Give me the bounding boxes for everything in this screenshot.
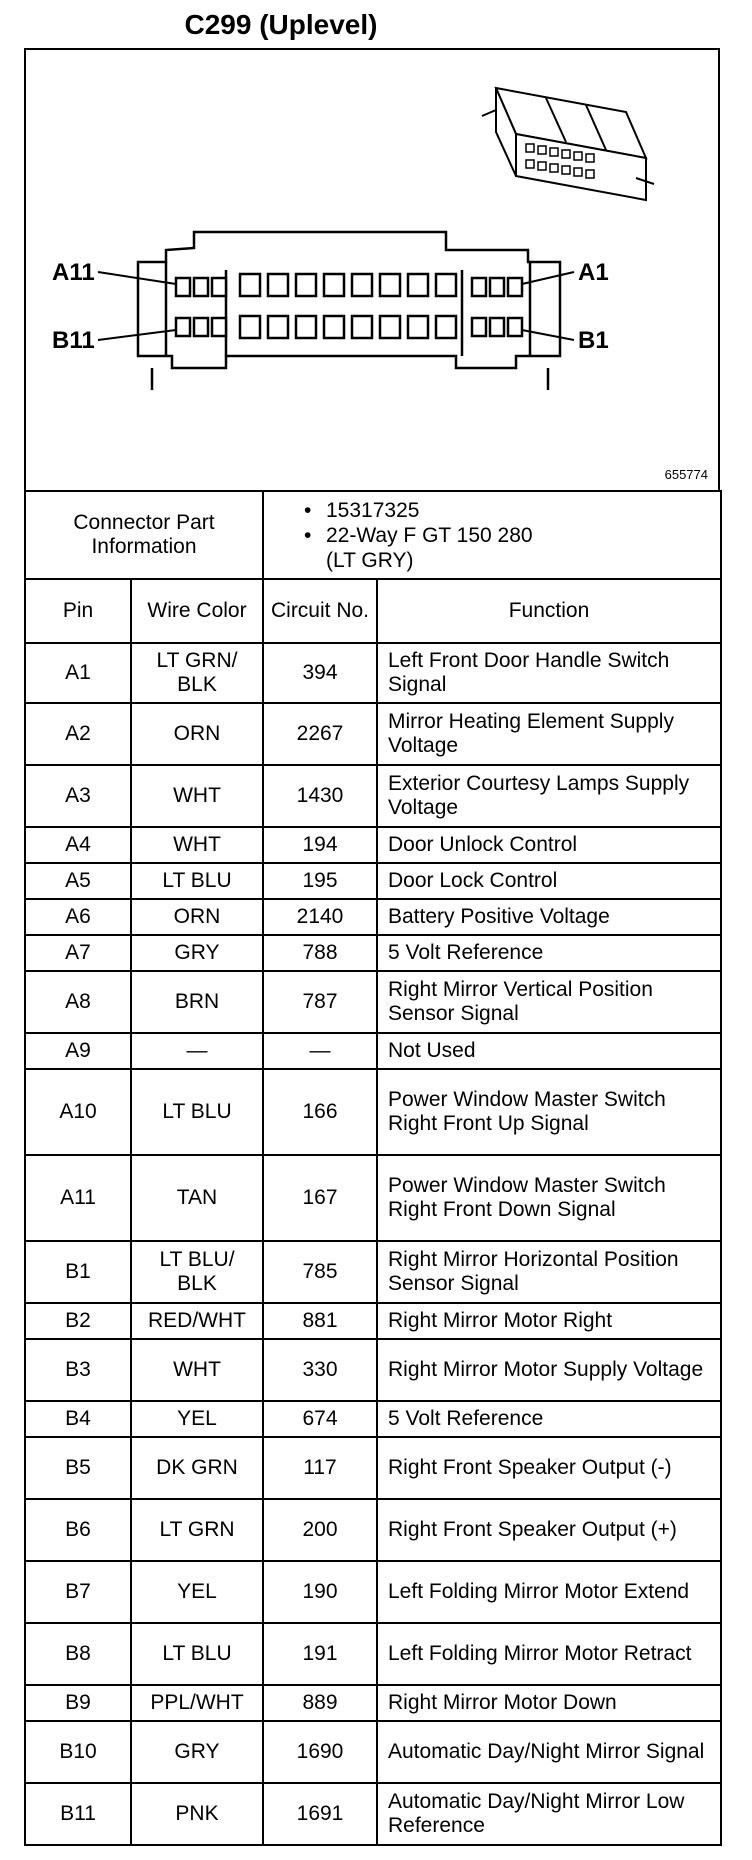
cell-circuit-no: 1430 [263, 765, 377, 827]
cell-circuit-no: 200 [263, 1499, 377, 1561]
table-row [25, 1437, 721, 1499]
cell-function: Right Mirror Motor Right [377, 1303, 721, 1339]
table-row [25, 1561, 721, 1623]
cell-function: Right Mirror Motor Down [377, 1685, 721, 1721]
table-row [25, 863, 721, 899]
table-row [25, 1401, 721, 1437]
col-header-wire-color: Wire Color [131, 579, 263, 643]
cell-pin: A10 [25, 1069, 131, 1155]
cell-wire-color: WHT [131, 765, 263, 827]
header-row [25, 579, 721, 643]
cell-wire-color: LT GRN/ BLK [131, 643, 263, 703]
cell-function: Right Front Speaker Output (-) [377, 1437, 721, 1499]
table-row [25, 827, 721, 863]
table-row [25, 1783, 721, 1845]
part-color: (LT GRY) [326, 548, 414, 572]
cell-function: Right Mirror Horizontal Position Sensor Signal [377, 1241, 721, 1303]
cell-pin: B8 [25, 1623, 131, 1685]
cell-function: Right Front Speaker Output (+) [377, 1499, 721, 1561]
cell-wire-color: YEL [131, 1561, 263, 1623]
cell-wire-color: LT BLU [131, 1069, 263, 1155]
table-row [25, 1721, 721, 1783]
cell-pin: B1 [25, 1241, 131, 1303]
table-row [25, 1155, 721, 1241]
cell-function: Battery Positive Voltage [377, 899, 721, 935]
cell-circuit-no: 394 [263, 643, 377, 703]
cell-pin: A3 [25, 765, 131, 827]
table-row [25, 1069, 721, 1155]
diagram-code: 655774 [664, 467, 708, 482]
page-title: C299 (Uplevel) [184, 9, 378, 40]
cell-function: Power Window Master Switch Right Front Down Signal [377, 1155, 721, 1241]
cell-pin: B4 [25, 1401, 131, 1437]
cell-circuit-no: 674 [263, 1401, 377, 1437]
cell-circuit-no: 787 [263, 971, 377, 1033]
connector-drawing [26, 50, 722, 492]
cell-pin: A5 [25, 863, 131, 899]
part-number: 15317325 [326, 498, 420, 522]
cell-wire-color: LT GRN [131, 1499, 263, 1561]
cell-circuit-no: 166 [263, 1069, 377, 1155]
cell-function: 5 Volt Reference [377, 935, 721, 971]
table-row [25, 1241, 721, 1303]
col-header-circuit-no: Circuit No. [263, 579, 377, 643]
cell-pin: B6 [25, 1499, 131, 1561]
pin-cavities [176, 274, 522, 338]
cell-circuit-no: 1690 [263, 1721, 377, 1783]
cell-wire-color: WHT [131, 827, 263, 863]
cell-function: Automatic Day/Night Mirror Signal [377, 1721, 721, 1783]
cell-wire-color: PPL/WHT [131, 1685, 263, 1721]
col-header-pin: Pin [25, 579, 131, 643]
cell-wire-color: GRY [131, 935, 263, 971]
cell-circuit-no: 889 [263, 1685, 377, 1721]
cell-function: Left Front Door Handle Switch Signal [377, 643, 721, 703]
cell-wire-color: GRY [131, 1721, 263, 1783]
cell-wire-color: — [131, 1033, 263, 1069]
cell-wire-color: TAN [131, 1155, 263, 1241]
label-a11: A11 [52, 259, 95, 286]
cell-pin: A8 [25, 971, 131, 1033]
label-a1: A1 [578, 259, 609, 286]
cell-pin: B3 [25, 1339, 131, 1401]
table-row [25, 1033, 721, 1069]
cell-pin: B2 [25, 1303, 131, 1339]
cell-wire-color: DK GRN [131, 1437, 263, 1499]
cell-pin: A6 [25, 899, 131, 935]
pin-rows [25, 643, 721, 1845]
cell-circuit-no: 2267 [263, 703, 377, 765]
cell-circuit-no: 117 [263, 1437, 377, 1499]
cell-wire-color: RED/WHT [131, 1303, 263, 1339]
cell-function: Left Folding Mirror Motor Extend [377, 1561, 721, 1623]
cell-pin: A7 [25, 935, 131, 971]
cell-circuit-no: — [263, 1033, 377, 1069]
cell-circuit-no: 2140 [263, 899, 377, 935]
cell-pin: A11 [25, 1155, 131, 1241]
cell-wire-color: PNK [131, 1783, 263, 1845]
cell-wire-color: BRN [131, 971, 263, 1033]
connector-face [138, 232, 560, 390]
cell-function: Right Mirror Motor Supply Voltage [377, 1339, 721, 1401]
connector-part-info: • 15317325 • 22-Way F GT 150 280 (LT GRY) [263, 491, 721, 579]
table-row [25, 765, 721, 827]
cell-function: Not Used [377, 1033, 721, 1069]
cell-pin: B7 [25, 1561, 131, 1623]
cell-function: Automatic Day/Night Mirror Low Reference [377, 1783, 721, 1845]
cell-function: 5 Volt Reference [377, 1401, 721, 1437]
cell-circuit-no: 785 [263, 1241, 377, 1303]
cell-function: Mirror Heating Element Supply Voltage [377, 703, 721, 765]
cell-circuit-no: 195 [263, 863, 377, 899]
connector-diagram [24, 48, 720, 490]
cell-function: Power Window Master Switch Right Front Up Signal [377, 1069, 721, 1155]
label-b1: B1 [578, 327, 609, 354]
cell-pin: B5 [25, 1437, 131, 1499]
cell-wire-color: ORN [131, 899, 263, 935]
cell-wire-color: LT BLU [131, 863, 263, 899]
cell-wire-color: LT BLU [131, 1623, 263, 1685]
cell-function: Exterior Courtesy Lamps Supply Voltage [377, 765, 721, 827]
table-row [25, 703, 721, 765]
cell-pin: B9 [25, 1685, 131, 1721]
label-b11: B11 [52, 327, 95, 354]
table-row [25, 1685, 721, 1721]
cell-wire-color: ORN [131, 703, 263, 765]
table-row [25, 1339, 721, 1401]
cell-function: Door Unlock Control [377, 827, 721, 863]
table-row [25, 899, 721, 935]
table-row [25, 1499, 721, 1561]
table-row [25, 935, 721, 971]
table-row [25, 971, 721, 1033]
col-header-function: Function [377, 579, 721, 643]
cell-function: Left Folding Mirror Motor Retract [377, 1623, 721, 1685]
cell-circuit-no: 1691 [263, 1783, 377, 1845]
table-row [25, 643, 721, 703]
cell-circuit-no: 881 [263, 1303, 377, 1339]
cell-pin: B10 [25, 1721, 131, 1783]
table-row [25, 1303, 721, 1339]
cell-wire-color: YEL [131, 1401, 263, 1437]
table-row [25, 1623, 721, 1685]
cell-circuit-no: 190 [263, 1561, 377, 1623]
cell-function: Right Mirror Vertical Position Sensor Signal [377, 971, 721, 1033]
cell-pin: A4 [25, 827, 131, 863]
connector-part-row [25, 491, 721, 579]
cell-pin: B11 [25, 1783, 131, 1845]
cell-pin: A2 [25, 703, 131, 765]
cell-wire-color: LT BLU/ BLK [131, 1241, 263, 1303]
cell-wire-color: WHT [131, 1339, 263, 1401]
cell-circuit-no: 191 [263, 1623, 377, 1685]
cell-pin: A1 [25, 643, 131, 703]
cell-circuit-no: 330 [263, 1339, 377, 1401]
cell-pin: A9 [25, 1033, 131, 1069]
cell-circuit-no: 788 [263, 935, 377, 971]
cell-function: Door Lock Control [377, 863, 721, 899]
connector-iso-icon [482, 88, 654, 200]
cell-circuit-no: 167 [263, 1155, 377, 1241]
pin-table [24, 490, 722, 1846]
part-type: 22-Way F GT 150 280 [326, 523, 533, 547]
connector-part-label: Connector Part Information [25, 491, 263, 579]
cell-circuit-no: 194 [263, 827, 377, 863]
